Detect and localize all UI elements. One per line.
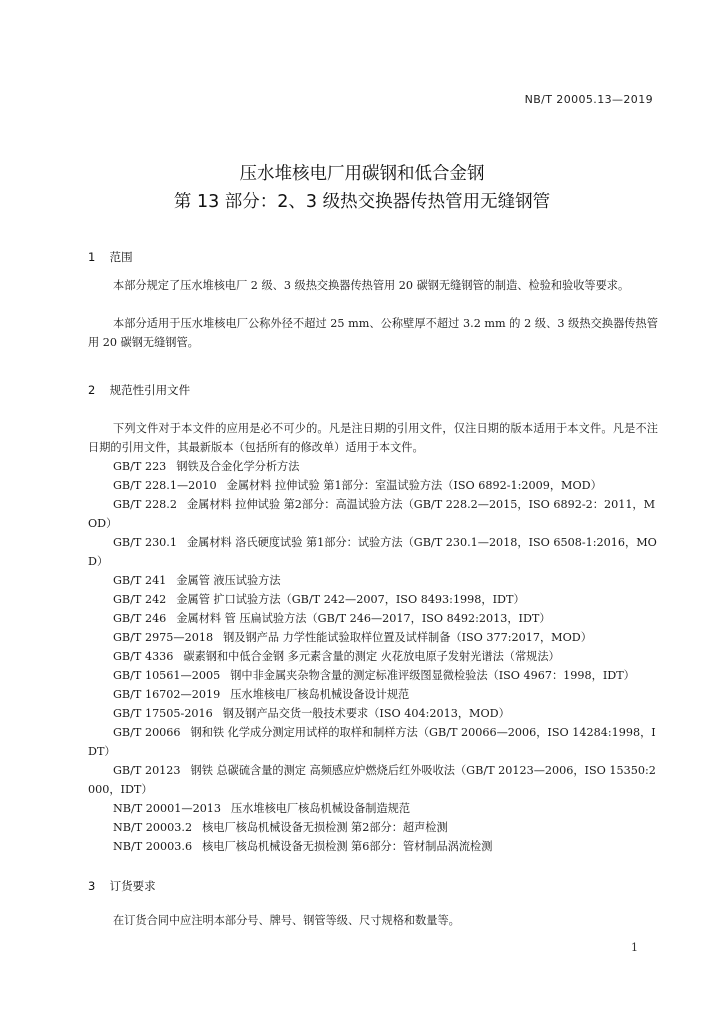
reference-item	[88, 495, 658, 533]
reference-item	[88, 609, 658, 628]
reference-item	[88, 799, 658, 818]
reference-item	[88, 628, 658, 647]
references-intro: 下列文件对于本文件的应用是必不可少的。凡是注日期的引用文件，仅注日期的版本适用于本文件。凡是不注日期的引用文件，其最新版本（包括所有的修改单）适用于本文件。	[88, 422, 658, 454]
reference-title: 金属材料 拉伸试验 第1部分：室温试验方法（ISO 6892-1:2009，MOD）	[226, 479, 602, 492]
reference-item	[88, 533, 658, 571]
reference-title: 金属材料 管 压扁试验方法（GB/T 246—2017，ISO 8492:2013，IDT）	[176, 612, 551, 625]
section-heading-normative-references	[88, 382, 190, 398]
reference-title: 金属管 液压试验方法	[176, 574, 281, 587]
reference-code: GB/T 20066	[113, 726, 181, 739]
reference-title: 钢和铁 化学成分测定用试样的取样和制样方法（GB/T 20066—2006，ISO 14284:1998，IDT）	[88, 726, 656, 758]
reference-item	[88, 723, 658, 761]
scope-paragraph-1: 本部分规定了压水堆核电厂 2 级、3 级热交换器传热管用 20 碳钢无缝钢管的制造、检验和验收等要求。	[113, 279, 630, 292]
reference-code: GB/T 2975—2018	[113, 631, 214, 644]
reference-title: 核电厂核岛机械设备无损检测 第6部分：管材制品涡流检测	[202, 840, 493, 853]
reference-code: GB/T 230.1	[113, 536, 177, 549]
reference-code: GB/T 10561—2005	[113, 669, 221, 682]
section-number: 1	[88, 250, 96, 264]
reference-code: GB/T 242	[113, 593, 167, 606]
reference-item	[88, 761, 658, 799]
reference-code: GB/T 228.2	[113, 498, 177, 511]
reference-item	[88, 476, 658, 495]
reference-code: GB/T 4336	[113, 650, 174, 663]
section-title: 范围	[109, 250, 133, 264]
reference-title: 钢中非金属夹杂物含量的测定标准评级图显微检验法（ISO 4967：1998，IDT）	[230, 669, 635, 682]
reference-list	[88, 457, 658, 856]
reference-title: 钢及钢产品 力学性能试验取样位置及试样制备（ISO 377:2017，MOD）	[223, 631, 592, 644]
reference-item	[88, 457, 658, 476]
reference-code: GB/T 246	[113, 612, 167, 625]
section-number: 2	[88, 383, 96, 397]
section-title: 规范性引用文件	[109, 383, 191, 397]
scope-paragraph-2: 本部分适用于压水堆核电厂公称外径不超过 25 mm、公称壁厚不超过 3.2 mm 的 2 级、3 级热交换器传热管用 20 碳钢无缝钢管。	[88, 317, 658, 349]
reference-code: GB/T 223	[113, 460, 167, 473]
reference-item	[88, 571, 658, 590]
reference-title: 压水堆核电厂核岛机械设备设计规范	[230, 688, 410, 701]
reference-title: 压水堆核电厂核岛机械设备制造规范	[231, 802, 411, 815]
reference-title: 碳素钢和中低合金钢 多元素含量的测定 火花放电原子发射光谱法（常规法）	[183, 650, 560, 663]
reference-code: GB/T 20123	[113, 764, 181, 777]
section-heading-scope	[88, 249, 133, 265]
document-subtitle: 第 13 部分：2、3 级热交换器传热管用无缝钢管	[173, 192, 551, 212]
reference-item	[88, 666, 658, 685]
reference-item	[88, 685, 658, 704]
reference-code: GB/T 228.1—2010	[113, 479, 217, 492]
reference-title: 核电厂核岛机械设备无损检测 第2部分：超声检测	[202, 821, 448, 834]
reference-item	[88, 818, 658, 837]
reference-item	[88, 590, 658, 609]
reference-title: 钢及钢产品交货一般技术要求（ISO 404:2013，MOD）	[222, 707, 510, 720]
reference-item	[88, 647, 658, 666]
document-title: 压水堆核电厂用碳钢和低合金钢	[239, 164, 485, 184]
reference-code: GB/T 17505-2016	[113, 707, 213, 720]
reference-code: GB/T 16702—2019	[113, 688, 221, 701]
reference-item	[88, 837, 658, 856]
section-heading-ordering-requirements	[88, 878, 156, 894]
reference-code: NB/T 20003.6	[113, 840, 193, 853]
reference-title: 金属管 扩口试验方法（GB/T 242—2007，ISO 8493:1998，IDT）	[176, 593, 525, 606]
reference-title: 金属材料 洛氏硬度试验 第1部分：试验方法（GB/T 230.1—2018，ISO 6508-1:2016，MOD）	[88, 536, 657, 568]
reference-item	[88, 704, 658, 723]
section-title: 订货要求	[109, 879, 156, 893]
standard-code-header: NB/T 20005.13—2019	[524, 93, 653, 106]
reference-code: NB/T 20003.2	[113, 821, 193, 834]
section-number: 3	[88, 879, 96, 893]
ordering-paragraph: 在订货合同中应注明本部分号、牌号、钢管等级、尺寸规格和数量等。	[113, 914, 460, 927]
reference-title: 金属材料 拉伸试验 第2部分：高温试验方法（GB/T 228.2—2015，ISO 6892-2：2011，MOD）	[88, 498, 656, 530]
reference-title: 钢铁 总碳硫含量的测定 高频感应炉燃烧后红外吸收法（GB/T 20123—2006，ISO 15350:2000，IDT）	[88, 764, 656, 796]
reference-code: GB/T 241	[113, 574, 167, 587]
page-number: 1	[631, 941, 638, 954]
reference-code: NB/T 20001—2013	[113, 802, 222, 815]
reference-title: 钢铁及合金化学分析方法	[176, 460, 300, 473]
